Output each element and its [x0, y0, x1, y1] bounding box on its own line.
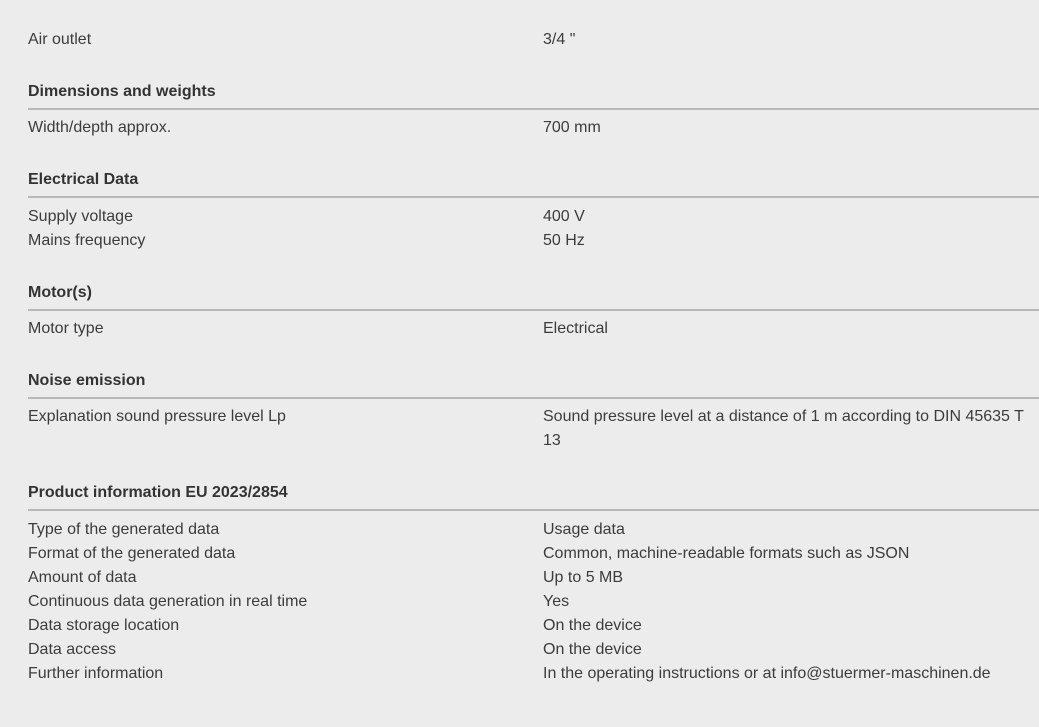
spec-row-supply-voltage: [28, 205, 1033, 229]
spec-label: Air outlet: [28, 31, 92, 48]
spec-value: 3/4 ": [543, 31, 576, 48]
spec-row-motor-type: [28, 317, 1033, 341]
section-title-noise: Noise emission: [28, 372, 146, 389]
spec-label: Type of the generated data: [28, 521, 220, 538]
spec-value: Up to 5 MB: [543, 569, 624, 586]
section-title-motors: Motor(s): [28, 284, 92, 301]
section-divider: [28, 108, 1039, 110]
spec-row-further-info: [28, 662, 1033, 686]
spec-label: Further information: [28, 665, 164, 682]
spec-label: Continuous data generation in real time: [28, 593, 308, 610]
section-title-dimensions: Dimensions and weights: [28, 83, 216, 100]
spec-row-data-type: [28, 518, 1033, 542]
spec-value: On the device: [543, 641, 642, 658]
spec-value: Electrical: [543, 320, 608, 337]
section-divider: [28, 397, 1039, 399]
spec-label: Supply voltage: [28, 208, 133, 225]
spec-row-sound-pressure: [28, 405, 1033, 453]
spec-label: Format of the generated data: [28, 545, 236, 562]
spec-row-width-depth: [28, 116, 1033, 140]
spec-row-data-access: [28, 638, 1033, 662]
spec-label: Data storage location: [28, 617, 180, 634]
spec-value: Common, machine-readable formats such as JSON: [543, 545, 910, 562]
spec-label: Mains frequency: [28, 232, 146, 249]
spec-row-air-outlet: [28, 28, 1033, 52]
spec-value: Usage data: [543, 521, 625, 538]
spec-label: Explanation sound pressure level Lp: [28, 408, 286, 425]
spec-label: Data access: [28, 641, 117, 658]
spec-value: In the operating instructions or at info@stuermer-maschinen.de: [543, 665, 991, 682]
spec-row-data-amount: [28, 566, 1033, 590]
section-title-product-info: Product information EU 2023/2854: [28, 484, 288, 501]
spec-value: 50 Hz: [543, 232, 585, 249]
spec-row-realtime-generation: [28, 590, 1033, 614]
spec-label: Motor type: [28, 320, 104, 337]
section-divider: [28, 196, 1039, 198]
section-divider: [28, 509, 1039, 511]
spec-row-mains-frequency: [28, 229, 1033, 253]
section-title-electrical: Electrical Data: [28, 171, 139, 188]
spec-row-data-format: [28, 542, 1033, 566]
spec-label: Amount of data: [28, 569, 137, 586]
section-divider: [28, 309, 1039, 311]
spec-value: 700 mm: [543, 119, 601, 136]
spec-value: On the device: [543, 617, 642, 634]
spec-value: 400 V: [543, 208, 585, 225]
spec-value: Yes: [543, 593, 570, 610]
spec-label: Width/depth approx.: [28, 119, 172, 136]
spec-row-storage-location: [28, 614, 1033, 638]
spec-value: Sound pressure level at a distance of 1 m according to DIN 45635 T 13: [543, 408, 1024, 449]
